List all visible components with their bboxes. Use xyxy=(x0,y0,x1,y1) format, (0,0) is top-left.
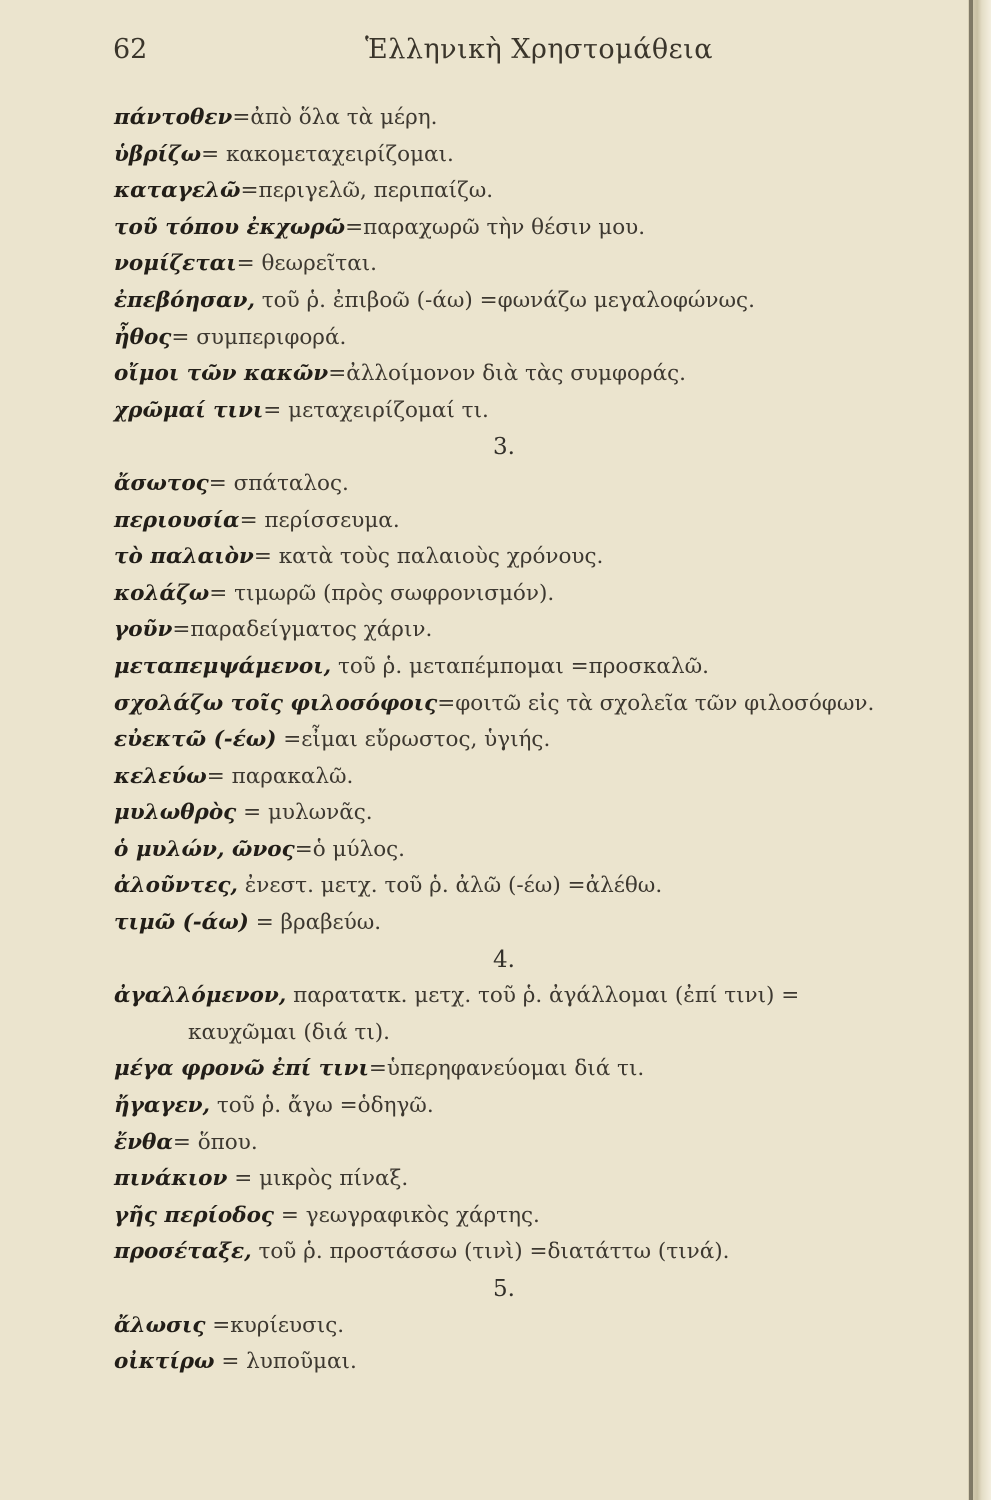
headword: μυλωθρὸς xyxy=(114,800,237,826)
glossary-entry xyxy=(114,283,934,320)
glossary-entry xyxy=(114,832,934,869)
glossary-entry xyxy=(114,759,934,796)
glossary-entry xyxy=(114,978,934,1015)
definition: = μυλωνᾶς. xyxy=(236,800,373,826)
headword: τὸ παλαιὸν xyxy=(114,544,254,570)
headword: ἔνθα xyxy=(114,1129,173,1155)
definition: = μεταχειρίζομαί τι. xyxy=(263,397,489,423)
glossary-list xyxy=(114,100,934,1381)
glossary-entry xyxy=(114,393,934,430)
headword: γοῦν xyxy=(114,617,173,643)
definition: =ἀλλοίμονον διὰ τὰς συμφοράς. xyxy=(328,361,686,387)
glossary-entry xyxy=(114,100,934,137)
definition: = ὅπου. xyxy=(172,1129,258,1155)
definition: καυχῶμαι (διά τι). xyxy=(188,1019,391,1045)
definition: ἐνεστ. μετχ. τοῦ ῥ. ἀλῶ (-έω) =ἀλέθω. xyxy=(237,873,663,899)
glossary-entry xyxy=(114,320,934,357)
definition: =ὁ μύλος. xyxy=(294,836,406,862)
glossary-entry xyxy=(114,1234,934,1271)
glossary-entry xyxy=(114,1308,934,1345)
definition: = παρακαλῶ. xyxy=(206,763,354,789)
definition: = σπάταλος. xyxy=(208,470,349,496)
definition: = γεωγραφικὸς χάρτης. xyxy=(274,1202,540,1228)
headword: γῆς περίοδος xyxy=(114,1202,275,1228)
definition: = κακομεταχειρίζομαι. xyxy=(201,141,454,167)
glossary-continuation xyxy=(114,1015,934,1052)
definition: = κατὰ τοὺς παλαιοὺς χρόνους. xyxy=(253,544,604,570)
glossary-entry xyxy=(114,246,934,283)
definition: =εἶμαι εὔρωστος, ὑγιής. xyxy=(276,727,551,753)
definition: παρατατκ. μετχ. τοῦ ῥ. ἀγάλλομαι (ἐπί τινι) = xyxy=(286,983,800,1009)
running-title: Ἑλληνικὴ Χρηστομάθεια xyxy=(365,34,713,65)
glossary-entry xyxy=(114,1198,934,1235)
glossary-entry xyxy=(114,612,934,649)
headword: μεταπεμψάμενοι, xyxy=(114,653,332,679)
section-number: 5. xyxy=(493,1276,515,1302)
glossary-entry xyxy=(114,795,934,832)
headword: ἄσωτος xyxy=(114,470,209,496)
headword: ἤγαγεν, xyxy=(114,1093,211,1119)
glossary-entry xyxy=(114,539,934,576)
definition: =κυρίευσις. xyxy=(205,1312,345,1338)
glossary-entry xyxy=(114,1344,934,1381)
page-edge-line xyxy=(969,0,973,1500)
definition: = βραβεύω. xyxy=(248,910,382,936)
section-number: 3. xyxy=(493,434,515,461)
definition: =φοιτῶ εἰς τὰ σχολεῖα τῶν φιλοσόφων. xyxy=(437,690,875,716)
glossary-entry xyxy=(114,722,934,759)
definition: τοῦ ῥ. προστάσσω (τινὶ) =διατάττω (τινά). xyxy=(251,1239,730,1265)
glossary-entry xyxy=(114,649,934,686)
glossary-entry xyxy=(114,905,934,942)
glossary-entry xyxy=(114,1051,934,1088)
glossary-entry xyxy=(114,686,934,723)
definition: =περιγελῶ, περιπαίζω. xyxy=(240,178,494,204)
definition: = μικρὸς πίναξ. xyxy=(227,1166,409,1192)
headword: ἀλοῦντες, xyxy=(114,873,238,899)
headword: τιμῶ (-άω) xyxy=(114,910,249,936)
headword: τοῦ τόπου ἐκχωρῶ xyxy=(114,214,346,240)
glossary-entry xyxy=(114,1088,934,1125)
glossary-entry xyxy=(114,868,934,905)
glossary-entry xyxy=(114,137,934,174)
definition: τοῦ ῥ. ἐπιβοῶ (-άω) =φωνάζω μεγαλοφώνως. xyxy=(254,287,755,313)
glossary-entry xyxy=(114,1161,934,1198)
section-number: 4. xyxy=(493,946,515,973)
headword: εὐεκτῶ (-έω) xyxy=(114,727,277,753)
definition: = λυποῦμαι. xyxy=(214,1349,357,1375)
glossary-entry xyxy=(114,503,934,540)
headword: ὑβρίζω xyxy=(114,141,202,167)
headword: ἦθος xyxy=(114,324,172,350)
glossary-entry xyxy=(114,210,934,247)
glossary-entry xyxy=(114,173,934,210)
headword: ἐπεβόησαν, xyxy=(114,287,255,313)
glossary-entry xyxy=(114,1125,934,1162)
headword: σχολάζω τοῖς φιλοσόφοις xyxy=(114,690,438,716)
definition: =παραχωρῶ τὴν θέσιν μου. xyxy=(345,214,646,240)
definition: =ὑπερηφανεύομαι διά τι. xyxy=(368,1056,645,1082)
glossary-entry xyxy=(114,576,934,613)
glossary-entry xyxy=(114,466,934,503)
headword: κολάζω xyxy=(114,580,210,606)
headword: οἰκτίρω xyxy=(114,1349,215,1375)
definition: =ἀπὸ ὅλα τὰ μέρη. xyxy=(232,105,438,130)
headword: πινάκιον xyxy=(114,1166,228,1192)
headword: ἀγαλλόμενον, xyxy=(114,983,287,1009)
headword: καταγελῶ xyxy=(114,178,241,204)
headword: προσέταξε, xyxy=(114,1239,252,1265)
definition: τοῦ ῥ. ἄγω =ὁδηγῶ. xyxy=(210,1093,434,1119)
headword: μέγα φρονῶ ἐπί τινι xyxy=(114,1056,369,1082)
headword: ἄλωσις xyxy=(114,1312,206,1338)
definition: = συμπεριφορά. xyxy=(171,324,347,350)
headword: χρῶμαί τινι xyxy=(114,397,264,423)
headword: οἴμοι τῶν κακῶν xyxy=(114,361,329,387)
definition: = περίσσευμα. xyxy=(239,507,400,533)
headword: κελεύω xyxy=(114,763,207,789)
glossary-entry xyxy=(114,356,934,393)
headword: ὁ μυλών, ῶνος xyxy=(114,836,295,862)
headword: νομίζεται xyxy=(114,251,237,277)
page-header xyxy=(0,28,968,78)
headword: περιουσία xyxy=(114,507,240,533)
definition: τοῦ ῥ. μεταπέμπομαι =προσκαλῶ. xyxy=(331,653,709,679)
definition: = θεωρεῖται. xyxy=(236,251,377,277)
page-number: 62 xyxy=(113,34,148,65)
definition: =παραδείγματος χάριν. xyxy=(172,617,433,643)
definition: = τιμωρῶ (πρὸς σωφρονισμόν). xyxy=(209,580,555,606)
headword: πάντοθεν xyxy=(114,105,233,130)
